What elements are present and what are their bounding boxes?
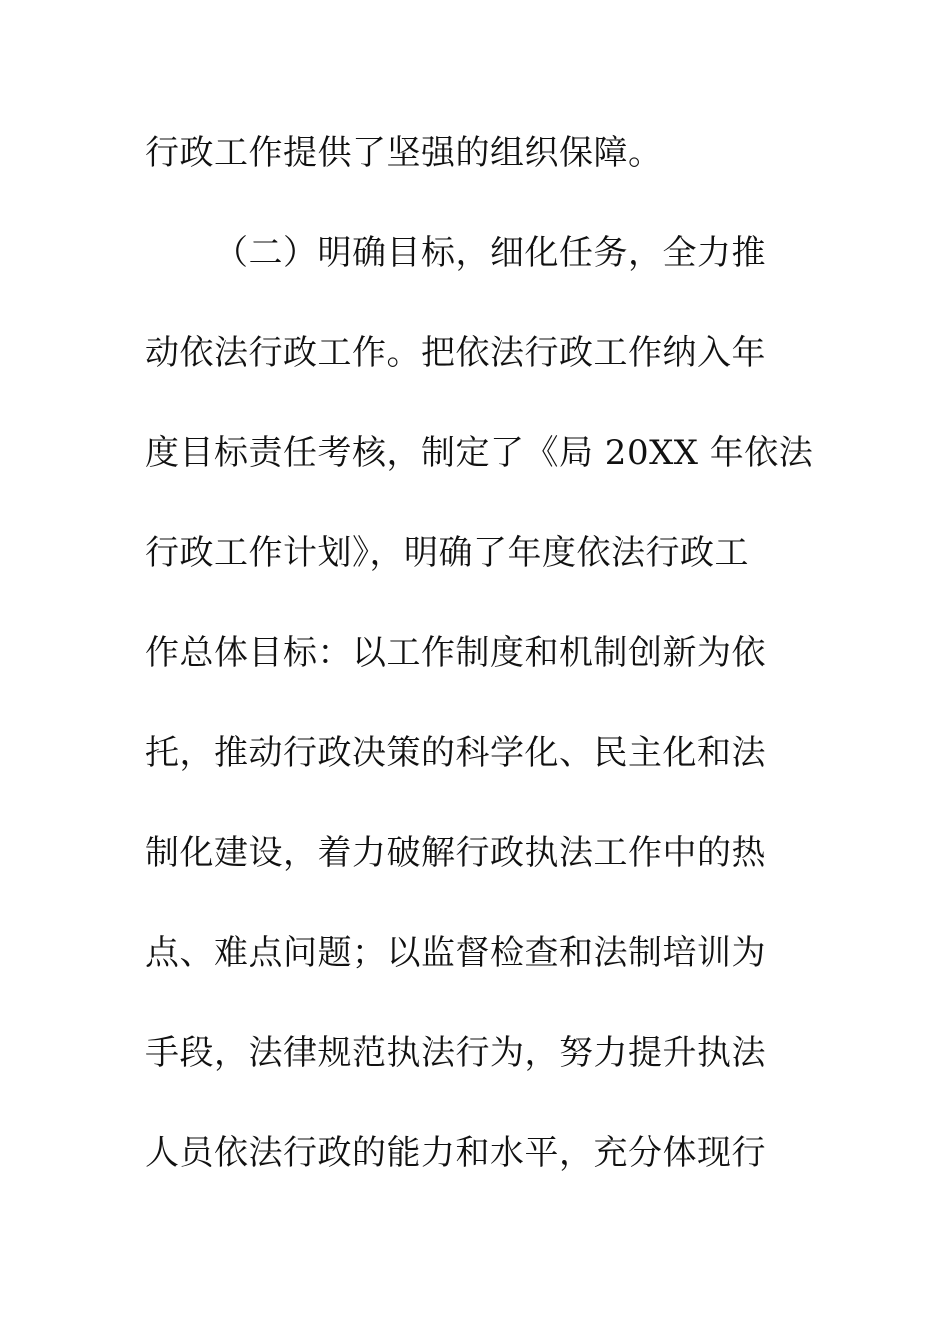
- body-text-line: 制化建设，着力破解行政执法工作中的热: [145, 833, 766, 873]
- body-text-line: 行政工作计划》，明确了年度依法行政工: [145, 533, 749, 573]
- body-text-line: 托，推动行政决策的科学化、民主化和法: [145, 733, 766, 773]
- section-heading-line: （二）明确目标，细化任务，全力推: [214, 233, 766, 273]
- body-text-line: 点、难点问题；以监督检查和法制培训为: [145, 933, 766, 973]
- body-text-line: 度目标责任考核，制定了《局 20XX 年依法: [145, 433, 814, 473]
- body-text-line: 动依法行政工作。把依法行政工作纳入年: [145, 333, 766, 373]
- body-text-line: 作总体目标：以工作制度和机制创新为依: [145, 633, 766, 673]
- body-text-line: 人员依法行政的能力和水平，充分体现行: [145, 1133, 766, 1173]
- body-text-line: 行政工作提供了坚强的组织保障。: [145, 133, 663, 173]
- body-text-line: 手段，法律规范执法行为，努力提升执法: [145, 1033, 766, 1073]
